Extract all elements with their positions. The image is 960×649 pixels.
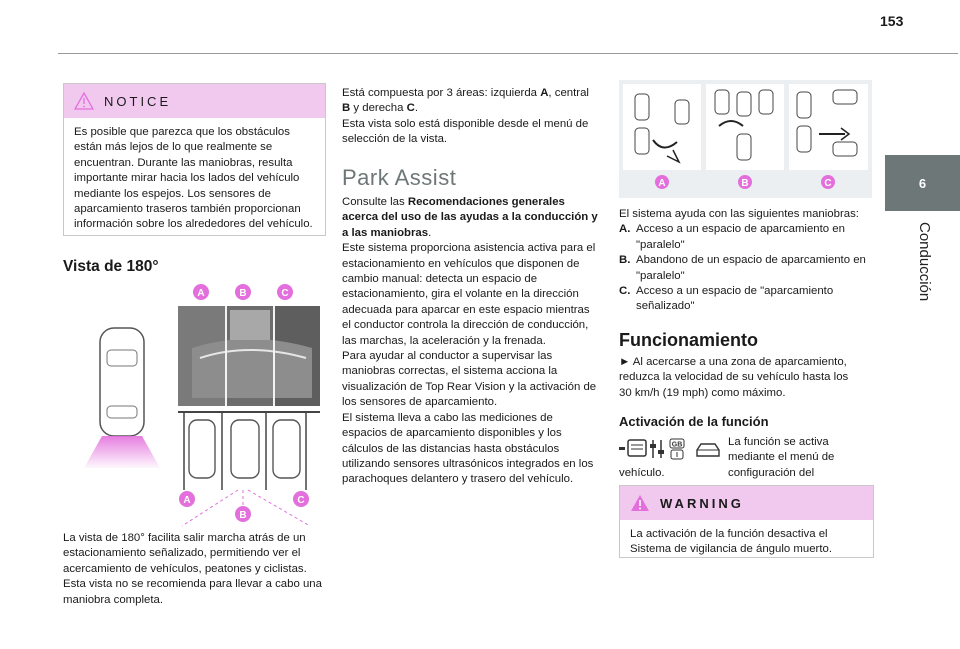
zone-label-c-top: C xyxy=(281,288,289,299)
notice-box xyxy=(63,83,326,236)
activacion-heading: Activación de la función xyxy=(619,414,769,429)
notice-title: NOTICE xyxy=(104,93,172,109)
vista180-areas: Está compuesta por 3 áreas: izquierda A, central B y derecha C. Esta vista solo está disponible desde el menú de selección de la vista. xyxy=(342,86,598,148)
zone-label-b-bottom: B xyxy=(239,510,247,521)
funcionamiento-text: ► Al acercarse a una zona de aparcamiento, reduzca la velocidad de su vehículo hasta los 30 km/h (19 mph) como máximo. xyxy=(619,356,849,399)
warning-triangle-icon xyxy=(74,92,94,110)
notice-header xyxy=(64,84,325,118)
funcionamiento-heading: Funcionamiento xyxy=(619,330,758,350)
chapter-number: 6 xyxy=(918,175,927,191)
page-number: 153 xyxy=(880,13,904,29)
park-assist-p3: El sistema lleva a cabo las mediciones de espacios de aparcamiento disponibles y los cálculos de las distancias hasta obstáculos utilizando sensores ultrasónicos integrados en los parachoques delantero y trasero del vehículo. xyxy=(342,411,594,486)
zone-label-a-bottom: A xyxy=(183,495,191,506)
chapter-label: Conducción xyxy=(916,222,933,302)
vista180-heading: Vista de 180° xyxy=(63,258,159,275)
maneuver-label-a: A xyxy=(658,178,666,189)
park-assist-body xyxy=(342,195,600,488)
chapter-tab[interactable] xyxy=(885,155,960,211)
maneuvers-intro: El sistema ayuda con las siguientes maniobras: xyxy=(619,208,859,220)
park-assist-heading: Park Assist xyxy=(342,165,457,190)
warning-box xyxy=(619,485,874,558)
maneuver-label-c: C xyxy=(824,178,832,189)
maneuver-item: B. Abandono de un espacio de aparcamiento en "paralelo" xyxy=(619,254,866,282)
vista180-figure xyxy=(80,278,320,530)
maneuvers-figure xyxy=(619,80,872,198)
maneuver-item: C. Acceso a un espacio de "aparcamiento señalizado" xyxy=(619,285,834,313)
maneuvers-block xyxy=(619,207,874,315)
language-badge: GB xyxy=(671,441,683,449)
park-assist-p1: Este sistema proporciona asistencia activa para el estacionamiento en vehículos que disponen de cambio manual: detecta un espacio de estacionamiento, gira el volante en la dirección adecuada para aparcar en este espacio mientras el conductor controla la dirección de conducción, las marchas, la aceleración y la frenada. xyxy=(342,242,596,347)
vista180-availability: Esta vista solo está disponible desde el menú de selección de la vista. xyxy=(342,117,589,146)
settings-menu-icon xyxy=(619,436,723,462)
park-assist-p2: Para ayudar al conductor a supervisar las maniobras correctas, el sistema acciona la visualización de Top Rear Vision y la activación de los sensores de aparcamiento. xyxy=(342,350,597,409)
warning-text: La activación de la función desactiva el Sistema de vigilancia de ángulo muerto. xyxy=(630,528,832,556)
park-assist-reference: Consulte las Recomendaciones generales acerca del uso de las ayudas a la conducción y a las maniobras. xyxy=(342,196,598,239)
warning-title: WARNING xyxy=(660,495,744,511)
warning-triangle-icon xyxy=(630,494,650,512)
activacion-text: La función se activa mediante el menú de configuración del xyxy=(728,436,835,479)
notice-text: Es posible que parezca que los obstáculos están más lejos de lo que realmente se encuentran. Durante las maniobras, resulta importante mirar hacia los lados del vehículo mediante los espejos. Los sensores de aparcamiento traseros también proporcionan información sobre los alrededores del vehículo. xyxy=(74,126,313,231)
zone-label-b-top: B xyxy=(239,288,247,299)
maneuver-item: A. Acceso a un espacio de aparcamiento en "paralelo" xyxy=(619,223,845,251)
maneuver-label-b: B xyxy=(741,178,749,189)
activacion-text-tail: vehículo. xyxy=(619,467,665,479)
zone-label-a-top: A xyxy=(197,288,205,299)
warning-header xyxy=(620,486,873,520)
vista180-caption: La vista de 180° facilita salir marcha atrás de un estacionamiento señalizado, permitiendo ver el acercamiento de vehículos, peatones y ciclistas. Esta vista no se recomienda para llevar a cabo una maniobra completa. xyxy=(63,532,322,606)
zone-label-c-bottom: C xyxy=(297,495,305,506)
top-rule xyxy=(58,53,958,54)
